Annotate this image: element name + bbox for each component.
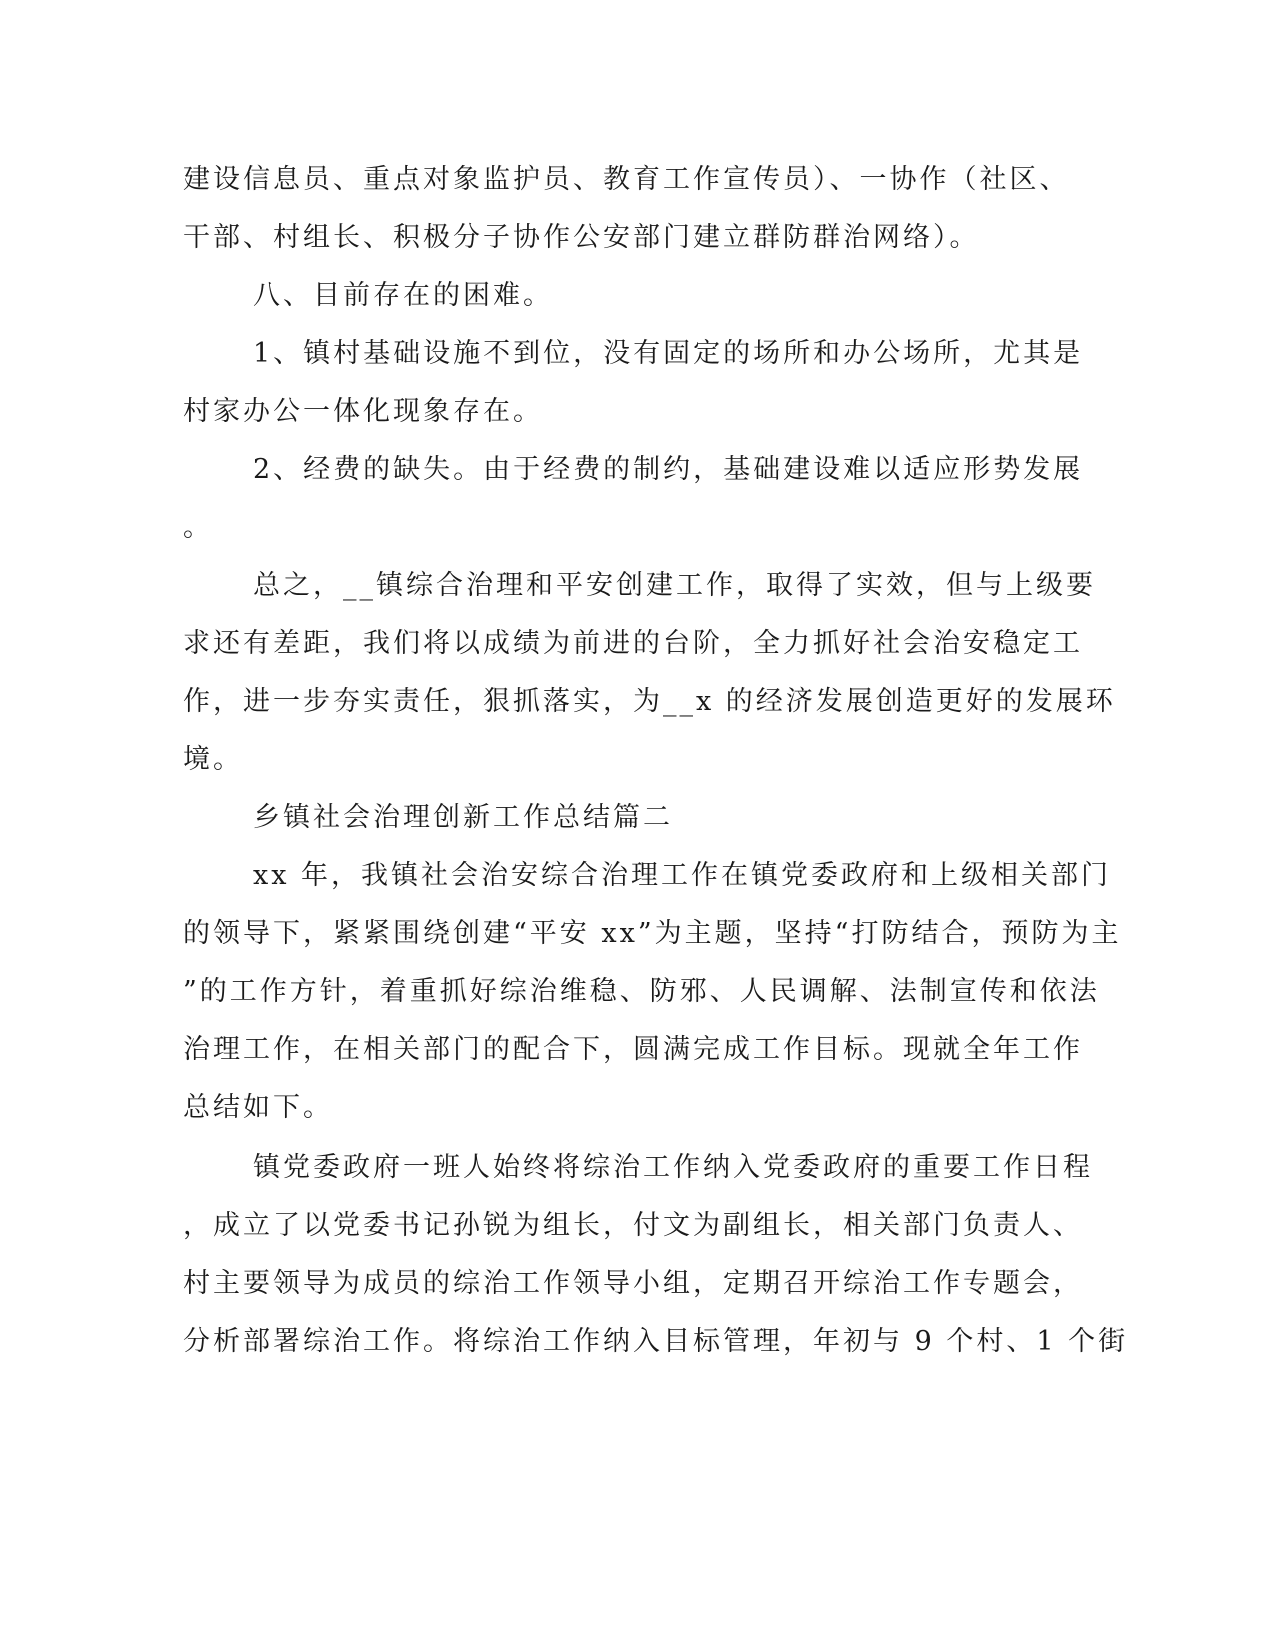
text-line: 分析部署综治工作。将综治工作纳入目标管理，年初与 9 个村、1 个街 bbox=[183, 1326, 1129, 1357]
text-line: 建设信息员、重点对象监护员、教育工作宣传员）、一协作（社区、 bbox=[183, 164, 1070, 195]
text-line: 镇党委政府一班人始终将综治工作纳入党委政府的重要工作日程 bbox=[253, 1152, 1093, 1183]
text-line: ”的工作方针，着重抓好综治维稳、防邪、人民调解、法制宣传和依法 bbox=[183, 976, 1100, 1007]
text-line: 总之，__镇综合治理和平安创建工作，取得了实效，但与上级要 bbox=[253, 570, 1096, 601]
text-line: ，成立了以党委书记孙锐为组长，付文为副组长，相关部门负责人、 bbox=[183, 1210, 1083, 1241]
text-line: 治理工作，在相关部门的配合下，圆满完成工作目标。现就全年工作 bbox=[183, 1034, 1083, 1065]
text-line: 1、镇村基础设施不到位，没有固定的场所和办公场所，尤其是 bbox=[253, 338, 1084, 369]
text-line: 的领导下，紧紧围绕创建“平安 xx”为主题，坚持“打防结合，预防为主 bbox=[183, 918, 1122, 949]
section-title: 乡镇社会治理创新工作总结篇二 bbox=[253, 802, 673, 833]
section-heading: 八、目前存在的困难。 bbox=[253, 280, 553, 311]
text-line: 2、经费的缺失。由于经费的制约，基础建设难以适应形势发展 bbox=[253, 454, 1084, 485]
text-line: 。 bbox=[183, 512, 213, 543]
text-line: 总结如下。 bbox=[183, 1092, 333, 1123]
text-line: 作，进一步夯实责任，狠抓落实，为__x 的经济发展创造更好的发展环 bbox=[183, 686, 1116, 717]
text-line: 干部、村组长、积极分子协作公安部门建立群防群治网络）。 bbox=[183, 222, 980, 253]
text-line: 村家办公一体化现象存在。 bbox=[183, 396, 543, 427]
text-line: 村主要领导为成员的综治工作领导小组，定期召开综治工作专题会， bbox=[183, 1268, 1083, 1299]
text-line: 求还有差距，我们将以成绩为前进的台阶，全力抓好社会治安稳定工 bbox=[183, 628, 1083, 659]
text-line: xx 年，我镇社会治安综合治理工作在镇党委政府和上级相关部门 bbox=[253, 860, 1112, 891]
text-line: 境。 bbox=[183, 744, 243, 775]
